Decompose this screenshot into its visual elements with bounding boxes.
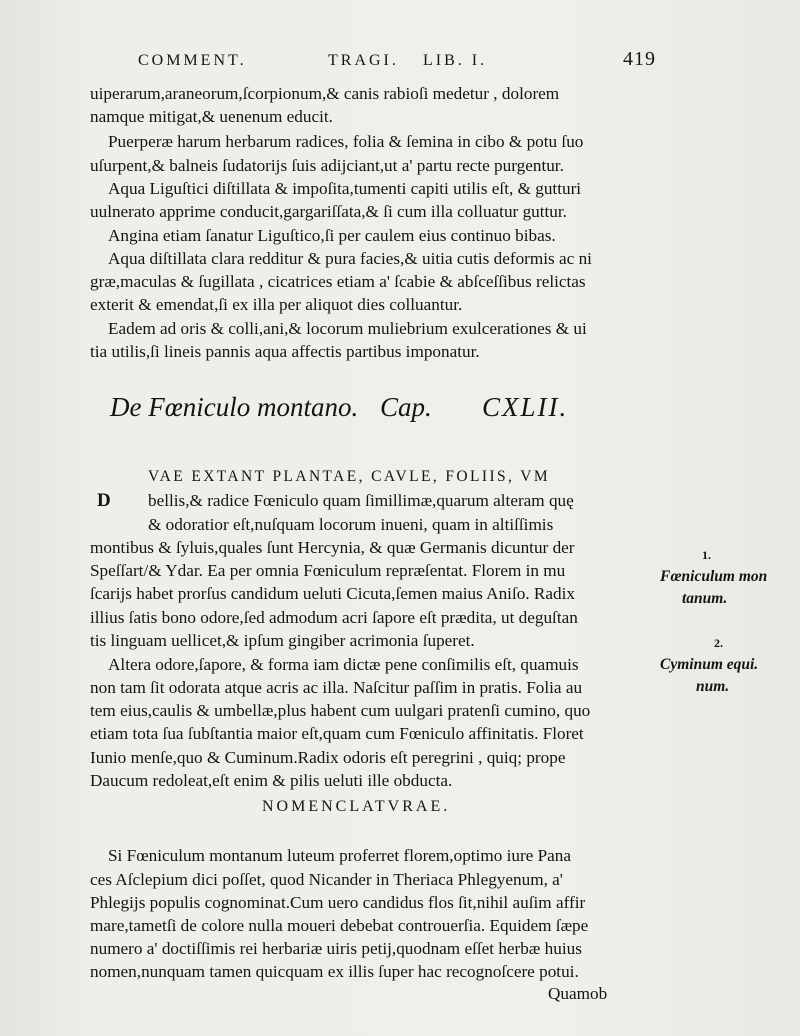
text-line: tem eius,caulis & umbellæ,plus habent cum uulgari pratenſi cumino, quo <box>90 701 591 720</box>
page-number: 419 <box>623 48 656 70</box>
text-line: Angina etiam ſanatur Liguſtico,ſi per caulem eius continuo bibas. <box>108 226 556 245</box>
text-line: nomen,nunquam tamen quicquam ex illis ſuper hac recognoſcere potui. <box>90 962 579 981</box>
chapter-heading <box>110 392 569 423</box>
text-line: namque mitigat,& uenenum educit. <box>90 107 333 126</box>
marginal-note-1 <box>660 548 768 610</box>
marginal-note-number: 2. <box>714 636 723 650</box>
marginal-note-2 <box>660 638 758 698</box>
chapter-cap-label: Cap. <box>380 392 432 422</box>
text-line: Puerperæ harum herbarum radices, folia & ſemina in cibo & potu ſuo <box>108 132 584 151</box>
text-line: Aqua Liguſtici diſtillata & impoſita,tumenti capiti utilis eſt, & gutturi <box>108 179 582 198</box>
running-head-center: TRAGI. <box>328 52 399 69</box>
initial-letter: D <box>97 490 111 511</box>
text-line: Altera odore,ſapore, & forma iam dictæ pene conſimilis eſt, quamuis <box>108 655 579 674</box>
text-line: Speſſart/& Ydar. Ea per omnia Fœniculum repræſentat. Florem in mu <box>90 561 566 580</box>
text-line: græ,maculas & ſugillata , cicatrices etiam a' ſcabie & abſceſſibus relictas <box>90 272 586 291</box>
chapter-title: De Fœniculo montano. <box>110 392 359 422</box>
text-line: ces Aſclepium dici poſſet, quod Nicander in Theriaca Phlegyenum, a' <box>90 870 563 889</box>
text-line: exterit & emendat,ſi ex illa per aliquot dies colluantur. <box>90 295 463 314</box>
text-line: VAE EXTANT PLANTAE, CAVLE, FOLIIS, VM <box>148 468 551 485</box>
chapter-number: CXLII. <box>482 392 569 422</box>
marginal-note-line: Fœniculum mon <box>660 568 768 585</box>
text-line: mare,tametſi de colore nulla moueri debebat controuerſia. Equidem ſæpe <box>90 916 589 935</box>
text-line: uiperarum,araneorum,ſcorpionum,& canis rabioſi medetur , dolorem <box>90 84 560 103</box>
text-line: montibus & ſyluis,quales ſunt Hercynia, & quæ Germanis dicuntur der <box>90 538 575 557</box>
marginal-note-line: num. <box>696 678 730 695</box>
text-line: bellis,& radice Fœniculo quam ſimillimæ,quarum alteram quę <box>148 491 574 510</box>
text-line: uulnerato apprime conducit,gargariſſata,& ſi cum illa colluatur guttur. <box>90 202 567 221</box>
text-line: Phlegijs populis cognominat.Cum uero candidus flos ſit,nihil auſim affir <box>90 893 586 912</box>
marginal-note-line: tanum. <box>682 590 728 607</box>
text-line: & odoratior eſt,nuſquam locorum inueni, quam in altiſſimis <box>148 515 554 534</box>
catchword: Quamob <box>548 984 608 1003</box>
running-head-right: LIB. I. <box>423 52 488 69</box>
text-line: tis linguam uellicet,& ipſum gingiber acrimonia ſuperet. <box>90 631 475 650</box>
text-line: numero a' doctiſſimis rei herbariæ uiris petij,quodnam eſſet herbæ huius <box>90 939 582 958</box>
text-line: ſcarijs habet prorſus candidum ueluti Cicuta,ſemen maius Aniſo. Radix <box>90 584 575 603</box>
section-heading: NOMENCLATVRAE. <box>262 798 451 815</box>
text-line: Aqua diſtillata clara redditur & pura facies,& uitia cutis deformis ac ni <box>108 249 592 268</box>
running-head-left: COMMENT. <box>138 52 247 69</box>
text-line: Daucum redoleat,eſt enim & pilis ueluti ille obducta. <box>90 771 453 790</box>
text-line: etiam tota ſua ſubſtantia maior eſt,quam cum Fœniculo affinitatis. Floret <box>90 724 584 743</box>
marginal-note-number: 1. <box>702 548 711 562</box>
text-line: tia utilis,ſi lineis pannis aqua affectis partibus imponatur. <box>90 342 480 361</box>
text-line: Iunio menſe,quo & Cuminum.Radix odoris eſt peregrini , quiq; prope <box>90 748 566 767</box>
text-line: Si Fœniculum montanum luteum proferret florem,optimo iure Pana <box>108 846 572 865</box>
text-line: non tam ſit odorata atque acris ac illa. Naſcitur paſſim in pratis. Folia au <box>90 678 583 697</box>
marginal-note-line: Cyminum equi. <box>660 656 759 673</box>
text-line: uſurpent,& balneis ſudatorijs ſuis adijciant,ut a' partu recte purgentur. <box>90 156 564 175</box>
text-line: Eadem ad oris & colli,ani,& locorum muliebrium exulcerationes & ui <box>108 319 587 338</box>
text-line: illius ſatis bono odore,ſed admodum acri ſapore eſt prædita, ut deguſtan <box>90 608 578 627</box>
